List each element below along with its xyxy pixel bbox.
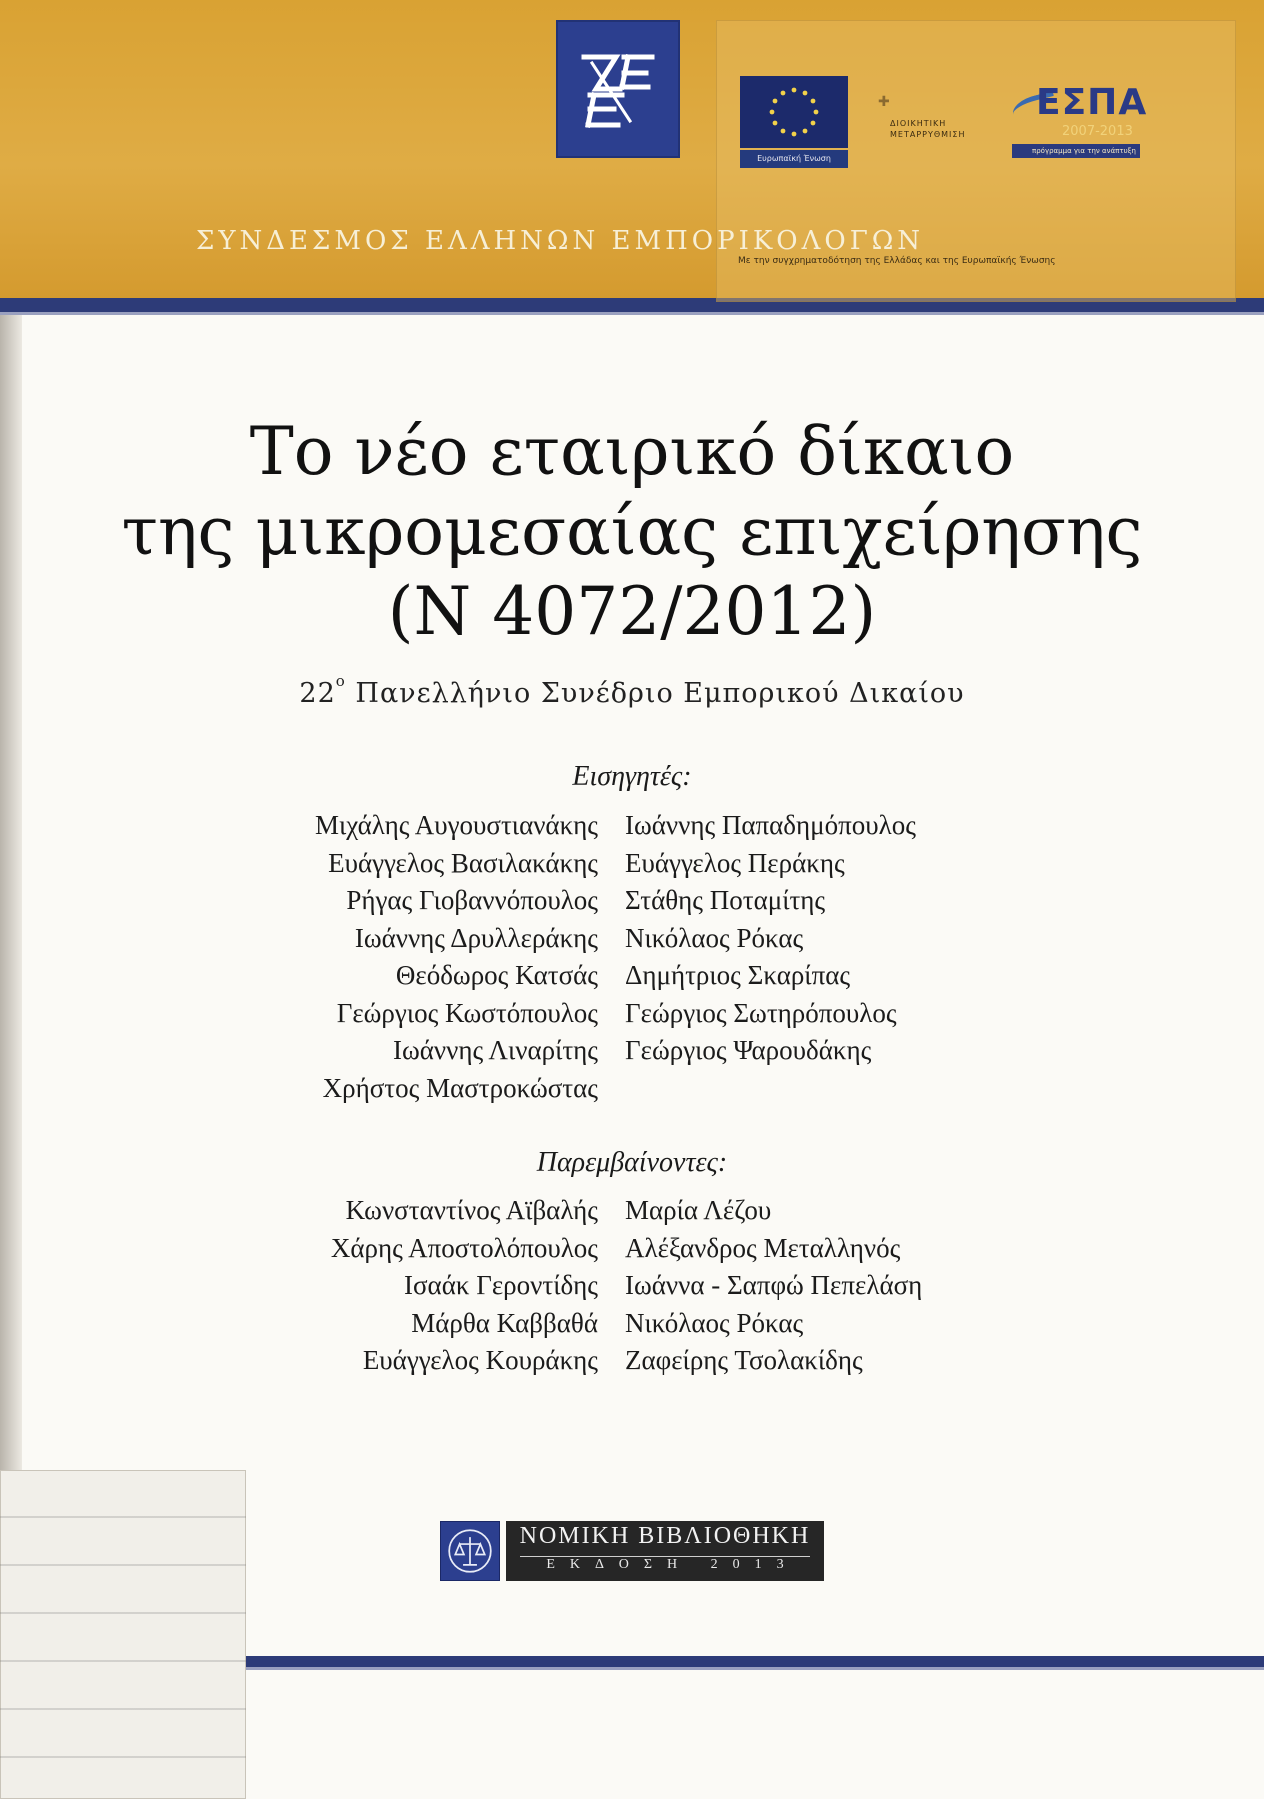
title-line-2: της μικρομεσαίας επιχείρησης	[121, 493, 1143, 570]
panelist-name: Μάρθα Καββαθά	[411, 1307, 598, 1338]
conference-number: 22	[299, 678, 336, 709]
eu-flag-icon	[740, 76, 848, 148]
espa-slogan: πρόγραμμα για την ανάπτυξη	[1012, 144, 1140, 158]
espa-logo-text: ΕΣΠΑ	[1036, 82, 1148, 123]
title-line-3: (Ν 4072/2012)	[387, 573, 877, 650]
speaker-name: Δημήτριος Σκαρίπας	[625, 960, 851, 990]
publisher-edition: ΕΚΔΟΣΗ 2013	[546, 1557, 799, 1572]
speakers-right-column	[625, 807, 916, 1070]
speaker-name: Ιωάννης Δρυλλεράκης	[354, 922, 598, 953]
admin-reform-mark-icon: ✚	[878, 94, 890, 110]
eu-caption: Ευρωπαϊκή Ένωση	[740, 150, 848, 168]
panelist-name: Χάρης Αποστολόπουλος	[330, 1232, 598, 1263]
library-label-lines	[0, 1470, 246, 1799]
panelist-name: Ευάγγελος Κουράκης	[362, 1345, 598, 1375]
speaker-name: Νικόλαος Ρόκας	[625, 922, 804, 953]
panelist-name: Νικόλαος Ρόκας	[625, 1307, 804, 1338]
speaker-name: Ρήγας Γιοβαννόπουλος	[346, 885, 598, 915]
ordinal-superscript: ο	[335, 672, 346, 690]
header-rule-thin	[0, 312, 1264, 315]
speaker-name: Θεόδωρος Κατσάς	[395, 960, 598, 990]
speaker-name: Ιωάννης Παπαδημόπουλος	[625, 810, 916, 840]
organization-name: ΣΥΝΔΕΣΜΟΣ ΕΛΛΗΝΩΝ ΕΜΠΟΡΙΚΟΛΟΓΩΝ	[195, 226, 925, 256]
speaker-name: Ευάγγελος Βασιλακάκης	[328, 847, 598, 878]
panelist-name: Κωνσταντίνος Αϊβαλής	[345, 1195, 598, 1225]
book-title	[100, 412, 1164, 652]
see-monogram-icon	[572, 43, 664, 135]
conference-subtitle	[100, 672, 1164, 709]
speaker-name: Στάθης Ποταμίτης	[625, 885, 826, 915]
panelists-heading: Παρεμβαίνοντες:	[536, 1147, 728, 1178]
footer-rule-thin	[232, 1667, 1264, 1670]
panelist-name: Ισαάκ Γεροντίδης	[404, 1270, 598, 1300]
panelists-right-column	[625, 1192, 922, 1380]
speaker-name: Γεώργιος Σωτηρόπουλος	[625, 997, 897, 1028]
title-line-1: Το νέο εταιρικό δίκαιο	[249, 413, 1015, 490]
speaker-name: Ευάγγελος Περάκης	[625, 847, 845, 878]
panelists-left-column	[331, 1192, 598, 1380]
conference-name: Πανελλήνιο Συνέδριο Εμπορικού Δικαίου	[355, 678, 965, 709]
speaker-name: Γεώργιος Ψαρουδάκης	[625, 1035, 872, 1065]
speaker-name: Χρήστος Μαστροκώστας	[322, 1072, 598, 1103]
panelist-name: Μαρία Λέζου	[625, 1195, 772, 1225]
scales-of-justice-icon	[440, 1521, 500, 1581]
speaker-name: Μιχάλης Αυγουστιανάκης	[315, 810, 598, 840]
publisher-name: ΝΟΜΙΚΗ ΒΙΒΛΙΟΘΗΚΗ	[519, 1523, 811, 1549]
panelist-name: Ιωάννα - Σαπφώ Πεπελάση	[625, 1270, 923, 1300]
espa-years: 2007-2013	[1062, 124, 1133, 139]
footer-rule	[232, 1656, 1264, 1667]
association-logo	[556, 20, 680, 158]
panelist-name: Αλέξανδρος Μεταλληνός	[625, 1232, 901, 1263]
speakers-heading: Εισηγητές:	[572, 761, 692, 792]
cofunding-note: Με την συγχρηματοδότηση της Ελλάδας και της Ευρωπαϊκής Ένωσης	[738, 256, 1056, 266]
admin-reform-text: ΔΙΟΙΚΗΤΙΚΗ ΜΕΤΑΡΡΥΘΜΙΣΗ	[890, 119, 966, 139]
speaker-name: Ιωάννης Λιναρίτης	[393, 1035, 598, 1065]
speaker-name: Γεώργιος Κωστόπουλος	[336, 997, 598, 1028]
speakers-left-column	[315, 807, 598, 1107]
panelist-name: Ζαφείρης Τσολακίδης	[625, 1345, 863, 1375]
